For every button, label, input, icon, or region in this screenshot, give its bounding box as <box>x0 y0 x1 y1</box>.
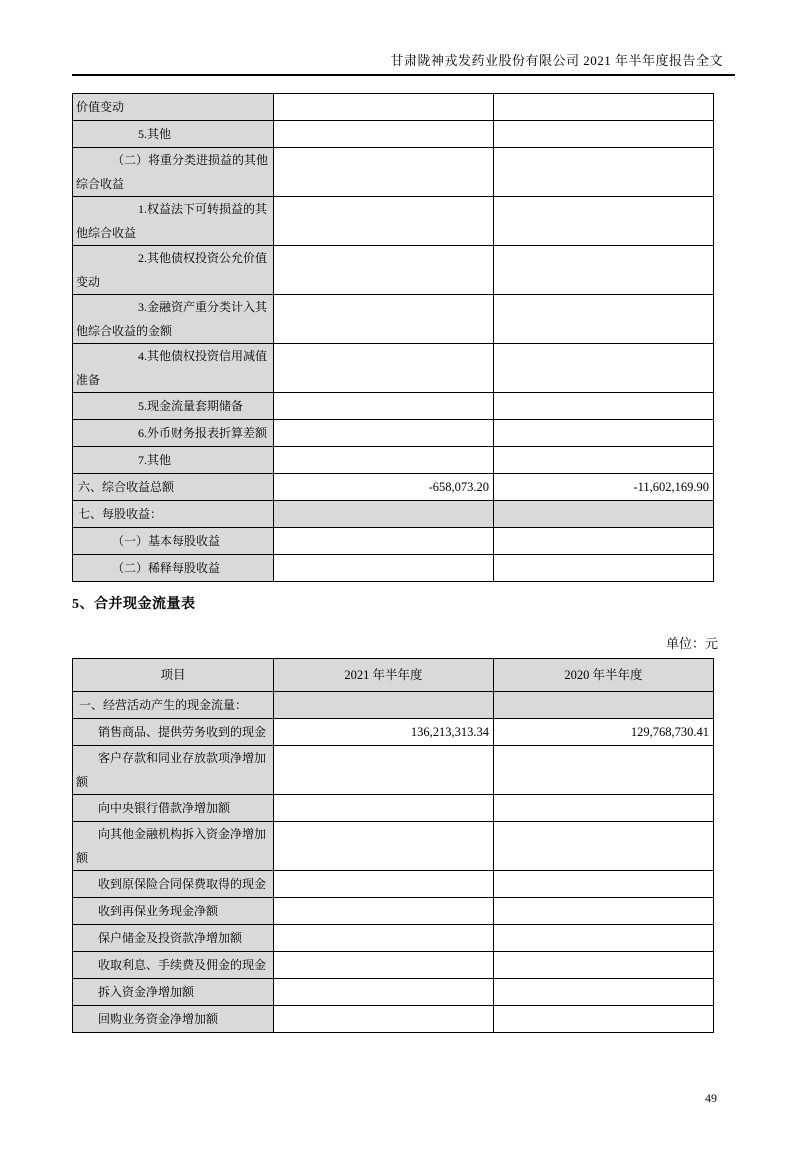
value-cell-2021 <box>274 528 494 555</box>
value-cell-2021 <box>274 692 494 719</box>
value-cell-2021 <box>274 952 494 979</box>
value-cell-2020 <box>494 822 714 871</box>
value-cell-2020 <box>494 898 714 925</box>
value-cell-2021 <box>274 246 494 295</box>
row-label-cell: 收到原保险合同保费取得的现金 <box>73 871 274 898</box>
value-cell-2020 <box>494 746 714 795</box>
value-cell-2021 <box>274 295 494 344</box>
value-cell-2021 <box>274 148 494 197</box>
table-row <box>73 1006 714 1033</box>
value-cell-2021 <box>274 344 494 393</box>
row-label-cell: 5.现金流量套期储备 <box>73 393 274 420</box>
unit-label: 单位：元 <box>665 636 718 651</box>
row-label-cell: 5.其他 <box>73 121 274 148</box>
value-cell-2020 <box>494 246 714 295</box>
row-label-cell: 收到再保业务现金净额 <box>73 898 274 925</box>
table-row <box>73 979 714 1006</box>
row-label-cell: 客户存款和同业存放款项净增加额 <box>73 746 274 795</box>
table-row <box>73 393 714 420</box>
table-row <box>73 420 714 447</box>
cash-flow-table-body <box>73 692 714 1033</box>
table-row <box>73 94 714 121</box>
value-cell-2021 <box>274 746 494 795</box>
value-cell-2020 <box>494 925 714 952</box>
table-row <box>73 295 714 344</box>
cash-flow-table <box>72 658 714 1033</box>
table-row <box>73 719 714 746</box>
value-cell-2021 <box>274 871 494 898</box>
value-cell-2021 <box>274 447 494 474</box>
table-row <box>73 871 714 898</box>
row-label-cell: 2.其他债权投资公允价值变动 <box>73 246 274 295</box>
table-row <box>73 925 714 952</box>
value-cell-2021 <box>274 555 494 582</box>
table-row <box>73 474 714 501</box>
row-label-cell: 3.金融资产重分类计入其他综合收益的金额 <box>73 295 274 344</box>
table-row <box>73 344 714 393</box>
value-cell-2021 <box>274 795 494 822</box>
column-header-item: 项目 <box>73 659 274 692</box>
row-label-cell: 向其他金融机构拆入资金净增加额 <box>73 822 274 871</box>
comprehensive-income-table <box>72 93 714 582</box>
table-row <box>73 952 714 979</box>
value-cell-2021 <box>274 197 494 246</box>
value-cell-2021 <box>274 420 494 447</box>
table-row <box>73 528 714 555</box>
page-number: 49 <box>705 1091 717 1105</box>
table-row <box>73 692 714 719</box>
row-label-cell: 一、经营活动产生的现金流量： <box>73 692 274 719</box>
row-label-cell: 收取利息、手续费及佣金的现金 <box>73 952 274 979</box>
value-cell-2021 <box>274 979 494 1006</box>
value-cell-2020 <box>494 393 714 420</box>
table-row <box>73 501 714 528</box>
row-label-cell: 1.权益法下可转损益的其他综合收益 <box>73 197 274 246</box>
value-cell-2020 <box>494 344 714 393</box>
table-row <box>73 822 714 871</box>
table-row <box>73 898 714 925</box>
row-label-cell: （一）基本每股收益 <box>73 528 274 555</box>
table-row <box>73 746 714 795</box>
value-cell-2021 <box>274 501 494 528</box>
row-label-cell: 6.外币财务报表折算差额 <box>73 420 274 447</box>
value-cell-2020 <box>494 148 714 197</box>
report-header-title: 甘肃陇神戎发药业股份有限公司 2021 年半年度报告全文 <box>390 53 723 68</box>
value-cell-2020 <box>494 979 714 1006</box>
value-cell-2020 <box>494 555 714 582</box>
value-cell-2020 <box>494 692 714 719</box>
table-row <box>73 197 714 246</box>
value-cell-2021 <box>274 925 494 952</box>
table-row <box>73 148 714 197</box>
row-label-cell: 拆入资金净增加额 <box>73 979 274 1006</box>
value-cell-2020: -11,602,169.90 <box>494 474 714 501</box>
value-cell-2020 <box>494 94 714 121</box>
value-cell-2020 <box>494 1006 714 1033</box>
value-cell-2020 <box>494 501 714 528</box>
value-cell-2021 <box>274 898 494 925</box>
row-label-cell: （二）将重分类进损益的其他综合收益 <box>73 148 274 197</box>
table-row <box>73 555 714 582</box>
value-cell-2021 <box>274 393 494 420</box>
value-cell-2020 <box>494 121 714 148</box>
value-cell-2020 <box>494 528 714 555</box>
value-cell-2021 <box>274 1006 494 1033</box>
value-cell-2020 <box>494 197 714 246</box>
value-cell-2020 <box>494 447 714 474</box>
value-cell-2021 <box>274 822 494 871</box>
header-divider-rule <box>72 74 735 76</box>
value-cell-2020 <box>494 871 714 898</box>
row-label-cell: 向中央银行借款净增加额 <box>73 795 274 822</box>
row-label-cell: 七、每股收益： <box>73 501 274 528</box>
table-row <box>73 121 714 148</box>
cash-flow-table-header <box>73 659 714 692</box>
header-row <box>73 659 714 692</box>
value-cell-2020 <box>494 795 714 822</box>
row-label-cell: 4.其他债权投资信用减值准备 <box>73 344 274 393</box>
value-cell-2020 <box>494 420 714 447</box>
row-label-cell: 销售商品、提供劳务收到的现金 <box>73 719 274 746</box>
comprehensive-income-table-body <box>73 94 714 582</box>
column-header-2021-half-year: 2021 年半年度 <box>274 659 494 692</box>
section-title-cash-flow-statement: 5、合并现金流量表 <box>72 597 196 612</box>
value-cell-2021 <box>274 94 494 121</box>
column-header-2020-half-year: 2020 年半年度 <box>494 659 714 692</box>
row-label-cell: 7.其他 <box>73 447 274 474</box>
table-row <box>73 795 714 822</box>
row-label-cell: （二）稀释每股收益 <box>73 555 274 582</box>
value-cell-2021: -658,073.20 <box>274 474 494 501</box>
value-cell-2021 <box>274 121 494 148</box>
row-label-cell: 回购业务资金净增加额 <box>73 1006 274 1033</box>
row-label-cell: 六、综合收益总额 <box>73 474 274 501</box>
row-label-cell: 保户储金及投资款净增加额 <box>73 925 274 952</box>
value-cell-2020 <box>494 952 714 979</box>
row-label-cell: 价值变动 <box>73 94 274 121</box>
table-row <box>73 447 714 474</box>
value-cell-2021: 136,213,313.34 <box>274 719 494 746</box>
value-cell-2020: 129,768,730.41 <box>494 719 714 746</box>
table-row <box>73 246 714 295</box>
value-cell-2020 <box>494 295 714 344</box>
